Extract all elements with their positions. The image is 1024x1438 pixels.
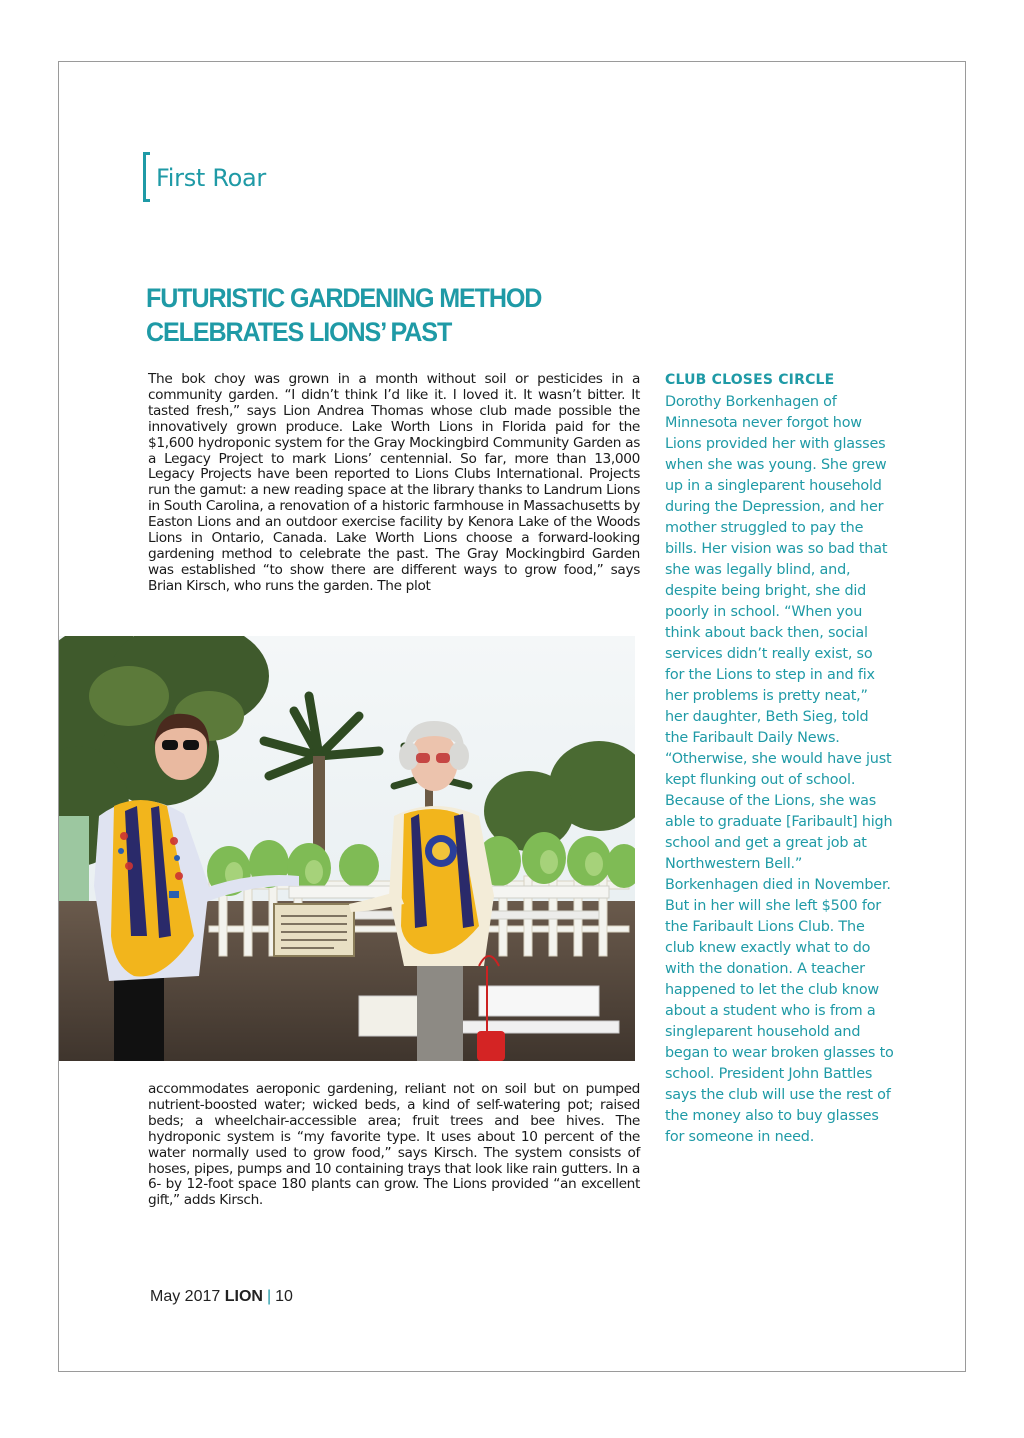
article-paragraph-1: The bok choy was grown in a month without soil or pesticides in a community garden. “I didn’t think I’d like it. I loved it. It wasn’t bitter. It tasted fresh,” says Lion Andrea Thomas whose club made possible the innovatively grown produce. Lake Worth Lions in Florida paid for the $1,600 hydroponic system for the Gray Mockingbird Community Garden as a Legacy Project to mark Lions’ centennial. So far, more than 13,000 Legacy Projects have been reported to Lions Clubs International. Projects run the gamut: a new reading space at the library thanks to Landrum Lions in South Carolina, a renovation of a historic farmhouse in Massachusetts by Easton Lions and an outdoor exercise facility by Kenora Lake of the Woods Lions in Ontario, Canada. Lake Worth Lions choose a forward-looking gardening method to celebrate the past. The Gray Mockingbird Garden was established “to show there are different ways to grow food,” says Brian Kirsch, who runs the garden. The plot: [148, 371, 640, 594]
footer-magazine: LION: [224, 1288, 263, 1305]
article-headline: [146, 281, 583, 349]
page-footer: [150, 1288, 293, 1306]
sidebar: [665, 372, 895, 1148]
article-paragraph-2: accommodates aeroponic gardening, reliant not on soil but on pumped nutrient-boosted water; wicked beds, a kind of self-watering pot; raised beds; a wheelchair-accessible area; fruit trees and bee hives. The hydroponic system is “my favorite type. It uses about 10 percent of the water normally used to grow food,” says Kirsch. The system consists of hoses, pipes, pumps and 10 containing trays that look like rain gutters. In a 6- by 12-foot space 180 plants can grow. The Lions provided “an excellent gift,” adds Kirsch.: [148, 1081, 641, 1209]
article-photo: [59, 636, 635, 1061]
headline-line-2: CELEBRATES LIONS’ PAST: [146, 317, 452, 347]
bracket-icon: [143, 152, 150, 202]
section-label: First Roar: [156, 164, 266, 192]
sidebar-heading: CLUB CLOSES CIRCLE: [665, 372, 835, 388]
footer-page-number: 10: [275, 1288, 293, 1305]
sidebar-body: Dorothy Borkenhagen of Minnesota never forgot how Lions provided her with glasses when she was young. She grew up in a singleparent household during the Depression, and her mother struggled to pay the bills. Her vision was so bad that she was legally blind, and, despite being bright, she did poorly in school. “When you think about back then, social services didn’t really exist, so for the Lions to step in and fix her problems is pretty neat,” her daughter, Beth Sieg, told the Faribault Daily News. “Otherwise, she would have just kept flunking out of school. Because of the Lions, she was able to graduate [Faribault] high school and get a great job at Northwestern Bell.” Borkenhagen died in November. But in her will she left $500 for the Faribault Lions Club. The club knew exactly what to do with the donation. A teacher happened to let the club know about a student who is from a singleparent household and began to wear broken glasses to school. President John Battles says the club will use the rest of the money also to buy glasses for someone in need.: [665, 394, 894, 1145]
footer-date: May 2017: [150, 1288, 221, 1305]
footer-separator: |: [266, 1288, 272, 1305]
headline-line-1: FUTURISTIC GARDENING METHOD: [146, 283, 542, 313]
